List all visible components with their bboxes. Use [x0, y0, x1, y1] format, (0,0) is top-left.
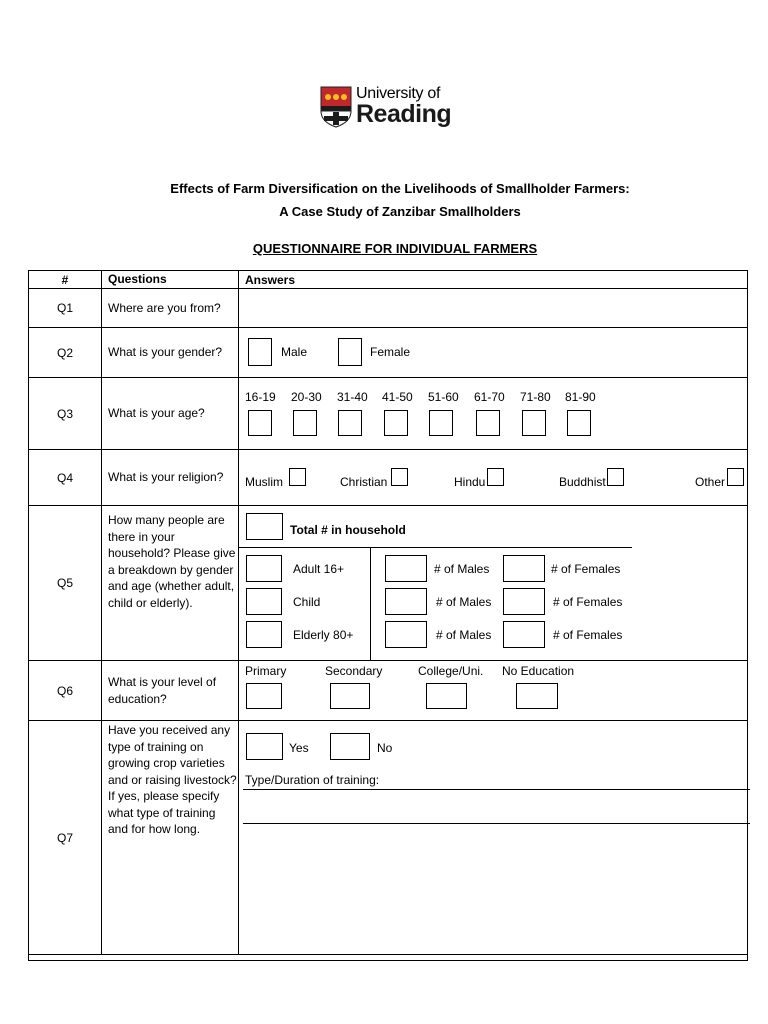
table-footer-cell [29, 955, 748, 961]
age-checkbox-51-60[interactable] [429, 410, 453, 436]
header-answers: Answers [239, 271, 748, 289]
age-checkbox-41-50[interactable] [384, 410, 408, 436]
age-checkbox-16-19[interactable] [248, 410, 272, 436]
question-row-q1 [29, 289, 748, 328]
logo-line2: Reading [356, 100, 452, 128]
question-row-q7 [29, 721, 748, 955]
religion-checkbox-muslim[interactable] [289, 468, 306, 486]
religion-checkbox-christian[interactable] [391, 468, 408, 486]
age-label-16-19: 16-19 [245, 390, 276, 404]
religion-label-muslim: Muslim [245, 475, 283, 489]
q1-answer-field[interactable] [239, 289, 748, 328]
age-checkbox-31-40[interactable] [338, 410, 362, 436]
training-line-1[interactable] [243, 789, 750, 790]
q5-answer [239, 506, 748, 661]
age-checkbox-81-90[interactable] [567, 410, 591, 436]
q4-text: What is your religion? [102, 450, 239, 506]
religion-checkbox-hindu[interactable] [487, 468, 504, 486]
training-no-label: No [377, 741, 393, 755]
age-label-61-70: 61-70 [474, 390, 505, 404]
education-checkbox-none[interactable] [516, 683, 558, 709]
age-label-81-90: 81-90 [565, 390, 596, 404]
university-logo [320, 84, 460, 132]
adult-count-box[interactable] [246, 555, 282, 582]
training-yes-label: Yes [289, 741, 309, 755]
q2-answer [239, 328, 748, 378]
household-total-label: Total # in household [290, 523, 406, 537]
q7-text-part2: If yes, please specify what type of training and for how long. [108, 789, 220, 836]
elderly-males-label: # of Males [436, 628, 492, 642]
education-label-college: College/Uni. [418, 664, 484, 678]
q7-number: Q7 [29, 721, 102, 955]
q5-divider-vertical [370, 547, 371, 660]
question-row-q2 [29, 328, 748, 378]
q5-text: How many people are there in your household? Please give a breakdown by gender and age (whether adult, child or elderly). [102, 506, 239, 661]
religion-label-other: Other [695, 475, 726, 489]
q5-divider-horizontal [239, 547, 632, 548]
age-label-41-50: 41-50 [382, 390, 413, 404]
elderly-label: Elderly 80+ [293, 628, 354, 642]
age-label-20-30: 20-30 [291, 390, 322, 404]
logo-line1: University of [356, 85, 441, 102]
male-checkbox[interactable] [248, 338, 272, 366]
religion-label-buddhist: Buddhist [559, 475, 606, 489]
q6-answer [239, 661, 748, 721]
education-label-primary: Primary [245, 664, 287, 678]
child-females-label: # of Females [553, 595, 623, 609]
elderly-count-box[interactable] [246, 621, 282, 648]
q7-text [102, 721, 239, 955]
q1-number: Q1 [29, 289, 102, 328]
education-label-secondary: Secondary [325, 664, 383, 678]
religion-label-christian: Christian [340, 475, 388, 489]
question-row-q4 [29, 450, 748, 506]
q4-number: Q4 [29, 450, 102, 506]
religion-checkbox-buddhist[interactable] [607, 468, 624, 486]
training-yes-checkbox[interactable] [246, 733, 283, 760]
q3-number: Q3 [29, 378, 102, 450]
q7-answer [239, 721, 748, 955]
q3-text: What is your age? [102, 378, 239, 450]
training-type-label: Type/Duration of training: [245, 773, 380, 787]
document-title-line2: A Case Study of Zanzibar Smallholders [279, 204, 521, 219]
question-row-q3 [29, 378, 748, 450]
q1-text: Where are you from? [102, 289, 239, 328]
adult-females-box[interactable] [503, 555, 545, 582]
header-num: # [29, 271, 102, 289]
university-crest-icon [320, 86, 352, 128]
table-footer-row [29, 955, 748, 961]
elderly-females-label: # of Females [553, 628, 623, 642]
elderly-males-box[interactable] [385, 621, 427, 648]
age-label-31-40: 31-40 [337, 390, 368, 404]
age-checkbox-61-70[interactable] [476, 410, 500, 436]
household-total-box[interactable] [246, 513, 283, 540]
female-label: Female [370, 345, 411, 359]
questionnaire-heading: QUESTIONNAIRE FOR INDIVIDUAL FARMERS [252, 241, 538, 256]
training-no-checkbox[interactable] [330, 733, 370, 760]
q3-answer [239, 378, 748, 450]
q6-text: What is your level of education? [102, 661, 239, 721]
child-males-box[interactable] [385, 588, 427, 615]
q4-answer [239, 450, 748, 506]
table-header-row [29, 271, 748, 289]
header-questions: Questions [102, 271, 239, 289]
q5-number: Q5 [29, 506, 102, 661]
education-checkbox-secondary[interactable] [330, 683, 370, 709]
q7-text-part1: Have you received any type of training on growing crop varieties and or raising livestock? [108, 723, 237, 787]
training-line-2[interactable] [243, 823, 750, 824]
question-row-q6 [29, 661, 748, 721]
question-row-q5 [29, 506, 748, 661]
adult-males-box[interactable] [385, 555, 427, 582]
elderly-females-box[interactable] [503, 621, 545, 648]
child-males-label: # of Males [436, 595, 492, 609]
education-checkbox-college[interactable] [426, 683, 467, 709]
age-checkbox-71-80[interactable] [522, 410, 546, 436]
male-label: Male [281, 345, 308, 359]
female-checkbox[interactable] [338, 338, 362, 366]
child-label: Child [293, 595, 321, 609]
religion-checkbox-other[interactable] [727, 468, 744, 486]
q6-number: Q6 [29, 661, 102, 721]
age-label-51-60: 51-60 [428, 390, 459, 404]
adult-label: Adult 16+ [293, 562, 345, 576]
age-label-71-80: 71-80 [520, 390, 551, 404]
q2-text: What is your gender? [102, 328, 239, 378]
questionnaire-table [28, 270, 748, 961]
age-checkbox-20-30[interactable] [293, 410, 317, 436]
education-label-none: No Education [502, 664, 575, 678]
adult-females-label: # of Females [551, 562, 621, 576]
education-checkbox-primary[interactable] [246, 683, 282, 709]
adult-males-label: # of Males [434, 562, 490, 576]
q2-number: Q2 [29, 328, 102, 378]
child-count-box[interactable] [246, 588, 282, 615]
religion-label-hindu: Hindu [454, 475, 486, 489]
document-title-line1: Effects of Farm Diversification on the Livelihoods of Smallholder Farmers: [170, 181, 630, 196]
child-females-box[interactable] [503, 588, 545, 615]
